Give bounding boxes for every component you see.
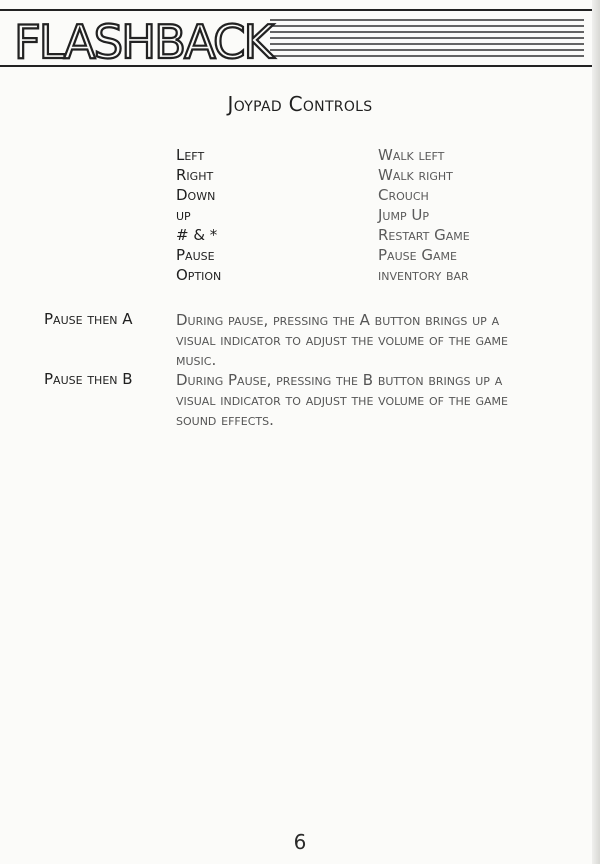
control-row xyxy=(0,186,600,206)
control-key: Down xyxy=(176,186,216,204)
header-banner xyxy=(0,6,600,70)
page-edge-shadow xyxy=(592,0,600,864)
page-number: 6 xyxy=(293,830,307,854)
control-row xyxy=(0,246,600,266)
page-title: Joypad Controls xyxy=(227,92,373,116)
control-action: Walk right xyxy=(378,166,453,184)
control-row xyxy=(0,226,600,246)
control-action: Restart Game xyxy=(378,226,470,244)
control-action: Crouch xyxy=(378,186,429,204)
control-action: inventory bar xyxy=(378,266,469,284)
control-row xyxy=(0,166,600,186)
control-key: up xyxy=(176,206,191,224)
control-row xyxy=(0,206,600,226)
logo-text: FLASHBACK xyxy=(14,15,276,69)
control-row xyxy=(0,266,600,286)
control-key: # & * xyxy=(176,226,218,244)
control-action: Pause Game xyxy=(378,246,457,264)
control-action: Jump Up xyxy=(378,206,429,224)
flashback-logo xyxy=(0,6,600,70)
combo-key: Pause then B xyxy=(44,370,133,388)
control-key: Left xyxy=(176,146,205,164)
control-key: Right xyxy=(176,166,214,184)
control-key: Option xyxy=(176,266,222,284)
combo-description: During Pause, pressing the B button brings up a visual indicator to adjust the volume of the game sound effects. xyxy=(176,371,508,429)
combo-description: During pause, pressing the A button brings up a visual indicator to adjust the volume of the game music. xyxy=(176,311,508,369)
control-row xyxy=(0,146,600,166)
combo-key: Pause then A xyxy=(44,310,133,328)
control-action: Walk left xyxy=(378,146,445,164)
control-key: Pause xyxy=(176,246,215,264)
